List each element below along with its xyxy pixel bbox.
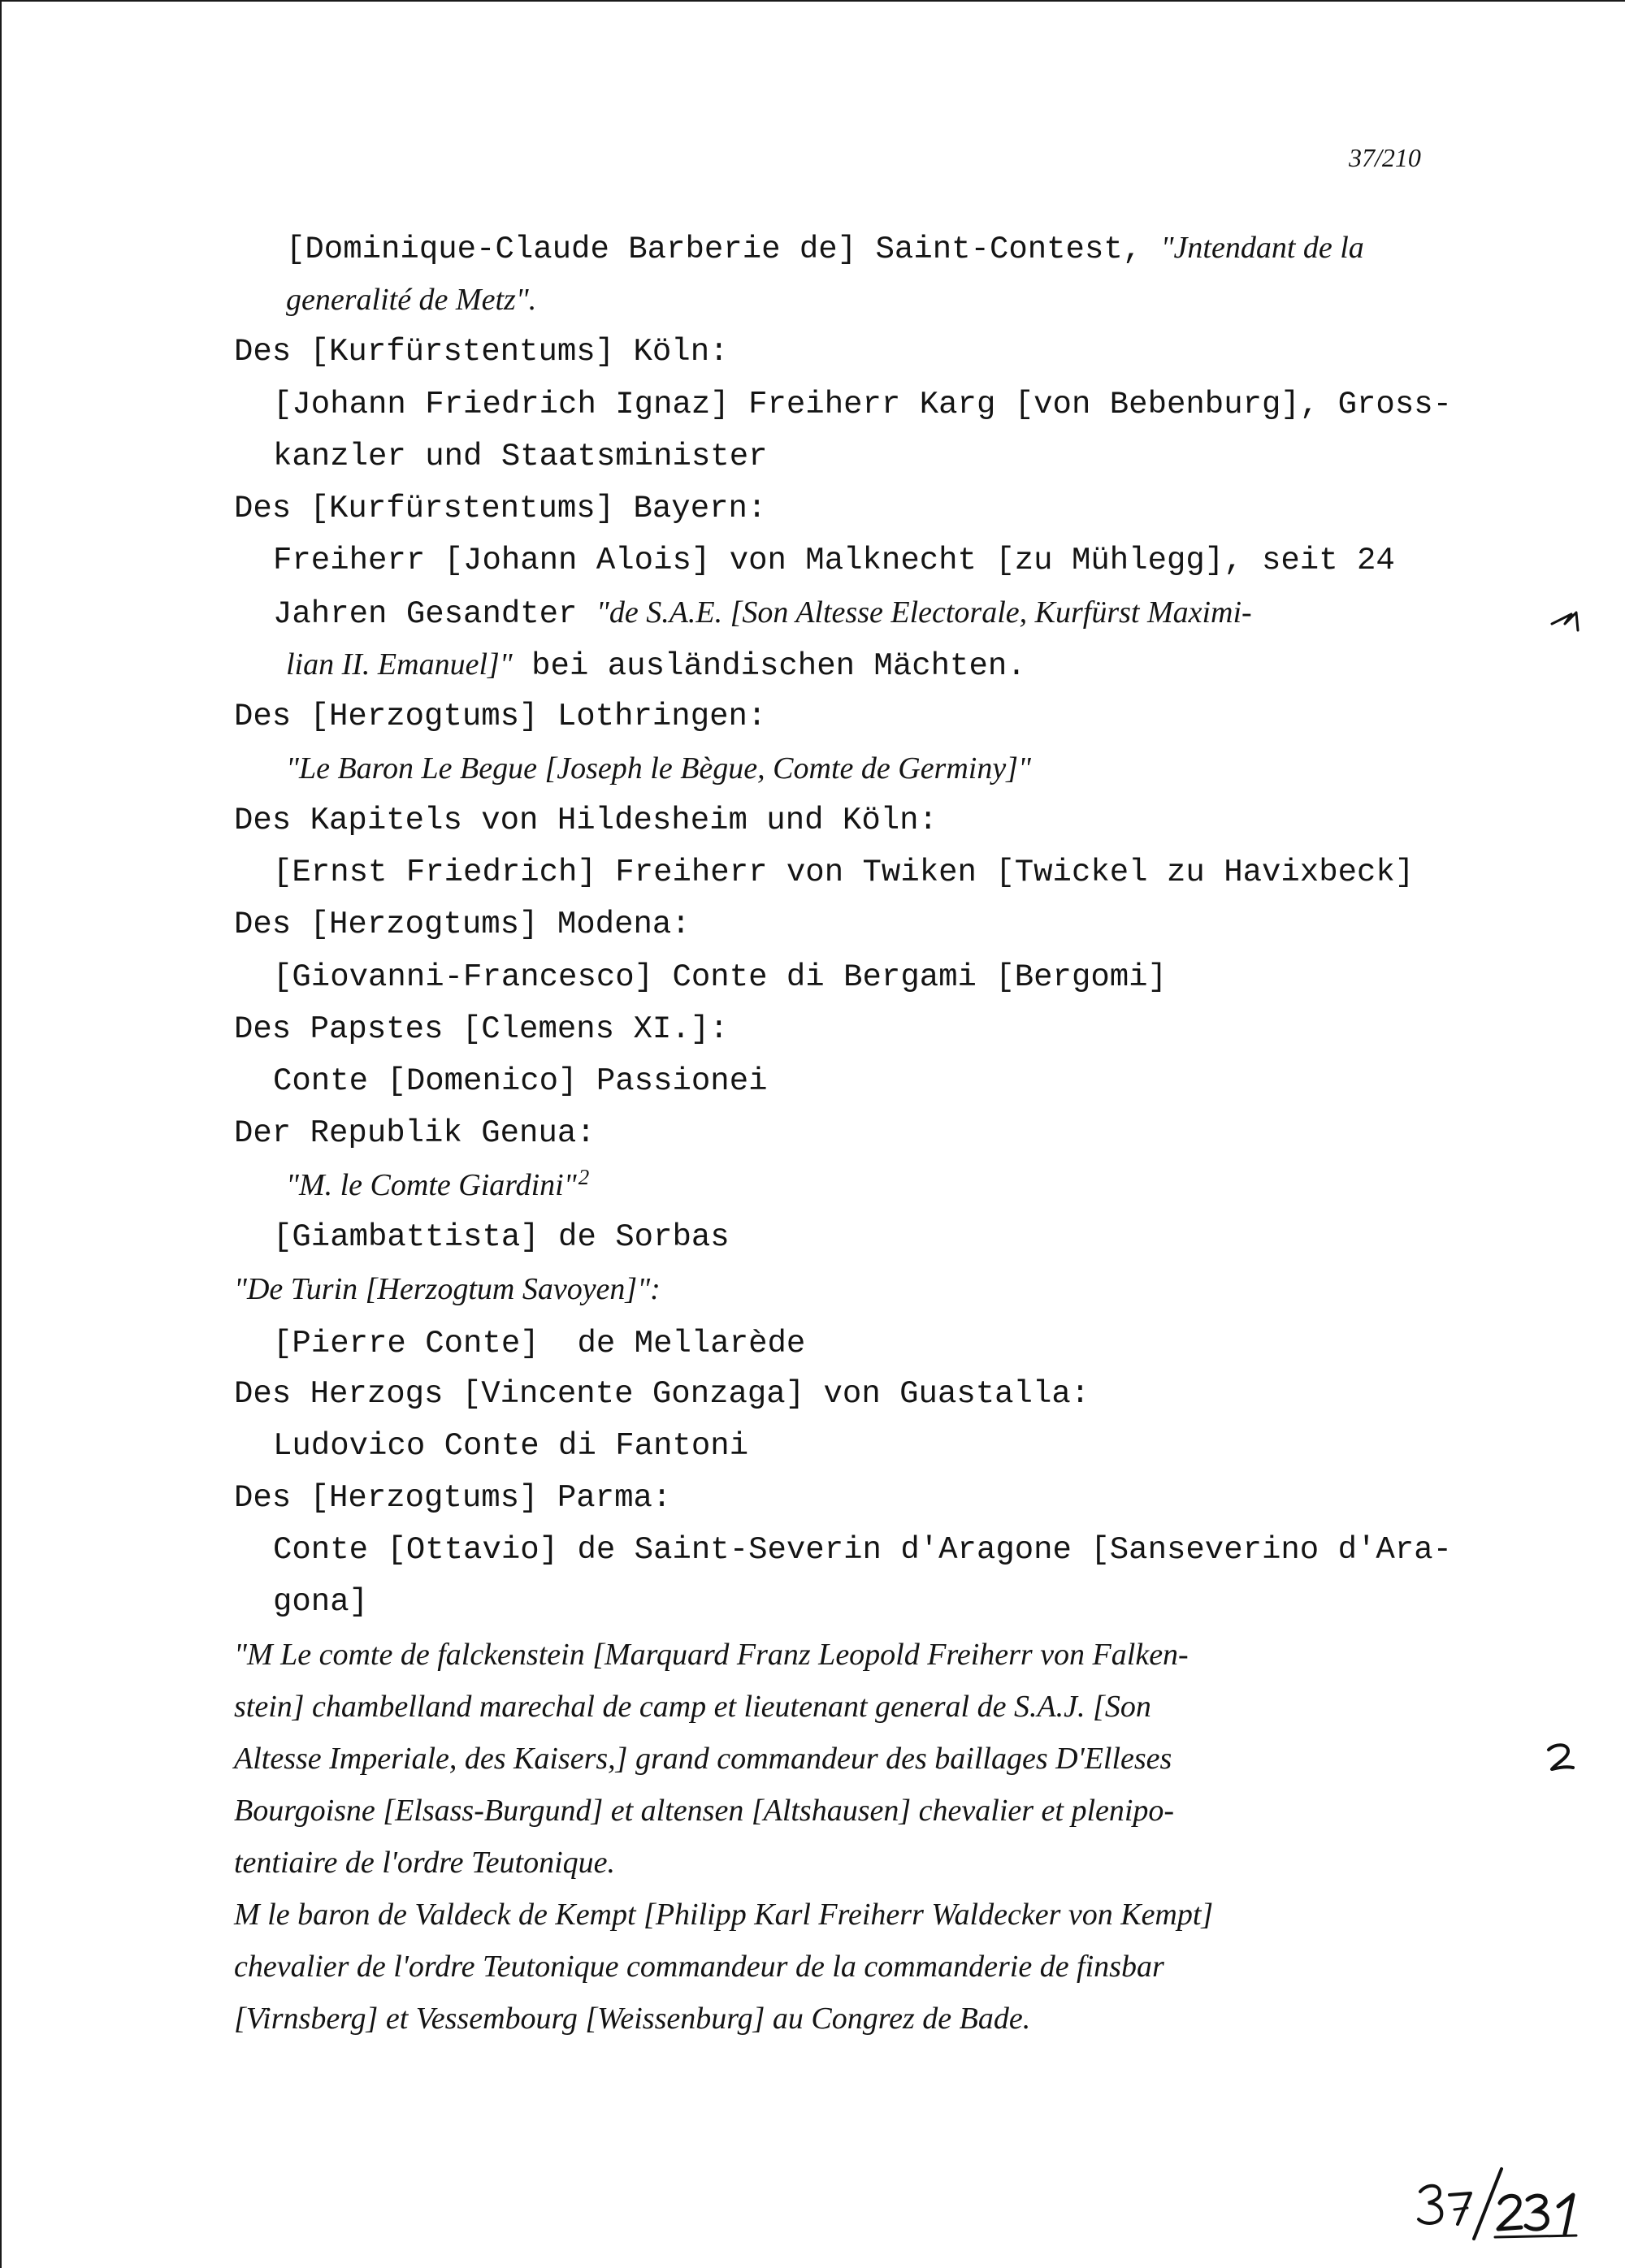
text-line: gona]	[273, 1584, 369, 1620]
text-span-italic: lian II. Emanuel]"	[286, 647, 513, 682]
footnote-marker: 2	[578, 1165, 590, 1189]
heading-line: Des [Kurfürstentums] Köln:	[234, 334, 729, 370]
text-line: "M Le comte de falckenstein [Marquard Franz Leopold Freiherr von Falken-	[234, 1638, 1189, 1672]
text-line: kanzler und Staatsminister	[273, 439, 768, 474]
handwritten-folio	[1414, 2161, 1584, 2242]
text-span: [Dominique-Claude Barberie de] Saint-Contest,	[286, 232, 1161, 267]
text-line: Ludovico Conte di Fantoni	[273, 1428, 749, 1464]
text-line: Conte [Ottavio] de Saint-Severin d'Aragone [Sanseverino d'Ara-	[273, 1532, 1453, 1568]
text-span-italic: "de S.A.E. [Son Altesse Electorale, Kurfürst Maximi-	[596, 595, 1252, 630]
heading-line: Des [Herzogtums] Modena:	[234, 907, 691, 942]
text-line: "Le Baron Le Begue [Joseph le Bègue, Comte de Germiny]"	[286, 751, 1031, 786]
text-line: tentiaire de l'ordre Teutonique.	[234, 1846, 616, 1880]
text-line	[273, 594, 1252, 633]
text-line: [Virnsberg] et Vessembourg [Weissenburg] au Congrez de Bade.	[234, 2002, 1031, 2036]
margin-mark-1	[1549, 606, 1586, 634]
heading-line: Der Republik Genua:	[234, 1115, 596, 1151]
text-line: Conte [Domenico] Passionei	[273, 1063, 768, 1099]
text-line: [Giambattista] de Sorbas	[273, 1219, 730, 1255]
text-line	[286, 229, 1364, 268]
margin-mark-2	[1544, 1742, 1580, 1774]
text-span: bei ausländischen Mächten.	[512, 648, 1026, 684]
heading-line: Des Papstes [Clemens XI.]:	[234, 1011, 729, 1047]
text-line: [Giovanni-Francesco] Conte di Bergami [Bergomi]	[273, 959, 1167, 995]
text-span-italic: "Jntendant de la	[1160, 231, 1364, 265]
text-line	[286, 1166, 589, 1205]
heading-line: Des [Herzogtums] Lothringen:	[234, 699, 767, 734]
text-span-italic: "M. le Comte Giardini"	[286, 1168, 577, 1202]
heading-line: Des [Herzogtums] Parma:	[234, 1480, 672, 1516]
text-line: chevalier de l'ordre Teutonique commandeur de la commanderie de finsbar	[234, 1950, 1164, 1984]
heading-line: "De Turin [Herzogtum Savoyen]":	[234, 1272, 661, 1306]
text-line: [Johann Friedrich Ignaz] Freiherr Karg [von Bebenburg], Gross-	[273, 387, 1453, 422]
text-line: [Ernst Friedrich] Freiherr von Twiken [Twickel zu Havixbeck]	[273, 855, 1415, 890]
text-line: Altesse Imperiale, des Kaisers,] grand commandeur des baillages D'Elleses	[234, 1742, 1172, 1776]
heading-line: Des [Kurfürstentums] Bayern:	[234, 491, 767, 526]
text-line: M le baron de Valdeck de Kempt [Philipp Karl Freiherr Waldecker von Kempt]	[234, 1898, 1214, 1932]
text-line: stein] chambelland marechal de camp et lieutenant general de S.A.J. [Son	[234, 1690, 1151, 1724]
text-line: [Pierre Conte] de Mellarède	[273, 1326, 806, 1361]
text-line: Bourgoisne [Elsass-Burgund] et altensen [Altshausen] chevalier et plenipo-	[234, 1794, 1175, 1828]
text-line	[286, 646, 1026, 685]
text-line: Freiherr [Johann Alois] von Malknecht [zu Mühlegg], seit 24	[273, 543, 1395, 578]
page-number: 37/210	[1349, 143, 1421, 172]
heading-line: Des Herzogs [Vincente Gonzaga] von Guastalla:	[234, 1376, 1090, 1412]
text-line: generalité de Metz".	[286, 283, 537, 317]
text-span: Jahren Gesandter	[273, 596, 596, 632]
heading-line: Des Kapitels von Hildesheim und Köln:	[234, 803, 938, 838]
